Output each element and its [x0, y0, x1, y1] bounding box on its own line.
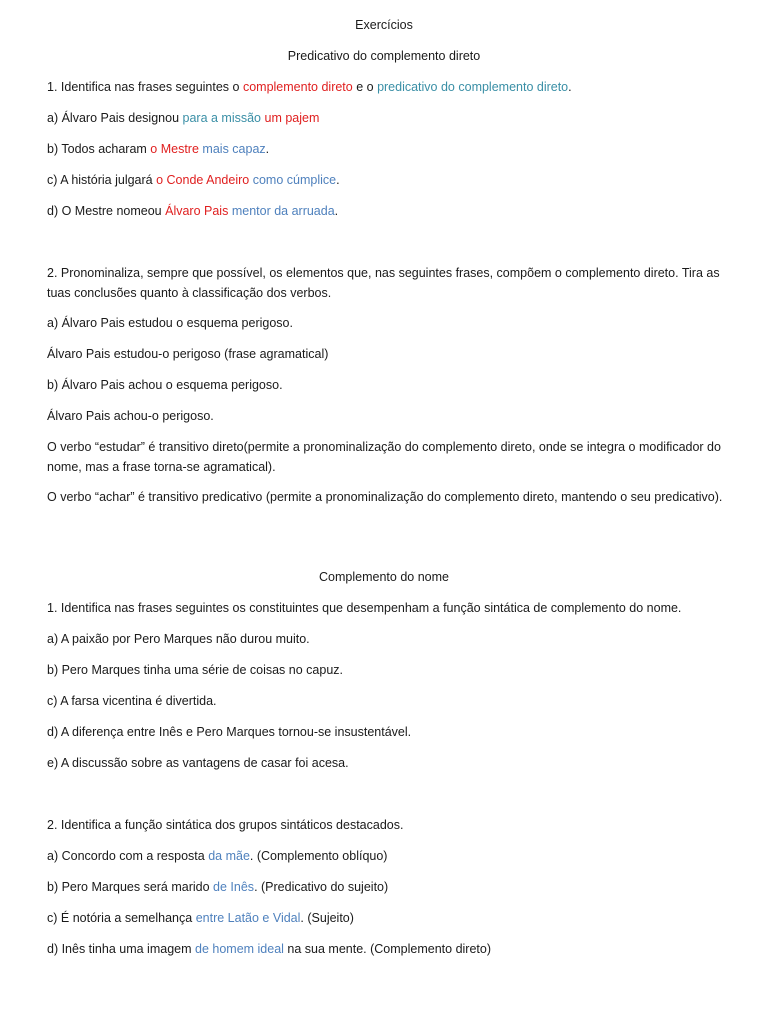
text: b) Pero Marques será marido	[47, 880, 214, 894]
text: .	[336, 173, 340, 187]
highlight-complemento-direto: complemento direto	[242, 80, 353, 94]
answer-2a: Álvaro Pais estudou-o perigoso (frase agramatical)	[47, 347, 329, 361]
highlight-complemento-direto: Álvaro Pais	[165, 204, 229, 218]
sentence-b	[47, 139, 727, 159]
conclusion-estudar: O verbo “estudar” é transitivo direto(permite a pronominalização do complemento direto, onde se integra o modificador do nome, mas a frase torna-se agramatical).	[47, 440, 721, 474]
highlight-group: de Inês	[213, 880, 255, 894]
text: . (Sujeito)	[300, 911, 354, 925]
page-header: Exercícios	[355, 18, 413, 32]
exercise-cn-1-prompt: 1. Identifica nas frases seguintes os constituintes que desempenham a função sintática de complemento do nome.	[47, 601, 682, 615]
text: na sua mente. (Complemento direto)	[283, 942, 491, 956]
sentence-a	[47, 108, 727, 128]
text: a) Concordo com a resposta	[47, 849, 209, 863]
cn-sentence-c: c) A farsa vicentina é divertida.	[47, 694, 217, 708]
text: 1. Identifica nas frases seguintes o	[47, 80, 243, 94]
cn2-sentence-d	[47, 939, 727, 959]
cn-sentence-b: b) Pero Marques tinha uma série de coisas no capuz.	[47, 663, 343, 677]
highlight-complemento-direto: um pajem	[264, 111, 320, 125]
exercise-cn-2-prompt: 2. Identifica a função sintática dos grupos sintáticos destacados.	[47, 818, 404, 832]
highlight-predicativo: como cúmplice	[252, 173, 337, 187]
highlight-group: da mãe	[208, 849, 250, 863]
exercise-1-prompt	[47, 77, 727, 97]
text: .	[265, 142, 270, 156]
conclusion-achar: O verbo “achar” é transitivo predicativo (permite a pronominalização do complemento direto, mantendo o seu predicativo).	[47, 490, 723, 504]
section-title-predicativo: Predicativo do complemento direto	[287, 49, 481, 63]
text: d) Inês tinha uma imagem	[47, 942, 195, 956]
highlight-group: de homem ideal	[195, 942, 284, 956]
text: c) É notória a semelhança	[47, 911, 196, 925]
highlight-predicativo: predicativo do complemento direto	[377, 80, 569, 94]
sentence-d	[47, 201, 727, 221]
cn-sentence-a: a) A paixão por Pero Marques não durou muito.	[47, 632, 310, 646]
highlight-group: entre Latão e Vidal	[195, 911, 301, 925]
text: a) Álvaro Pais designou	[47, 111, 183, 125]
highlight-complemento-direto: o Mestre	[150, 142, 199, 156]
sentence-2b: b) Álvaro Pais achou o esquema perigoso.	[47, 378, 283, 392]
text: . (Complemento oblíquo)	[249, 849, 388, 863]
text: b) Todos acharam	[47, 142, 151, 156]
cn2-sentence-c	[47, 908, 727, 928]
highlight-predicativo: para a missão	[182, 111, 262, 125]
exercise-2-prompt: 2. Pronominaliza, sempre que possível, os elementos que, nas seguintes frases, compõem o complemento direto. Tira as tuas conclusões quanto à classificação dos verbos.	[47, 266, 720, 300]
text: .	[568, 80, 572, 94]
text: e o	[352, 80, 378, 94]
sentence-2a: a) Álvaro Pais estudou o esquema perigoso.	[47, 316, 293, 330]
cn-sentence-e: e) A discussão sobre as vantagens de casar foi acesa.	[47, 756, 349, 770]
section-title-complemento-nome: Complemento do nome	[319, 570, 449, 584]
text: c) A história julgará	[47, 173, 157, 187]
highlight-predicativo: mais capaz	[202, 142, 266, 156]
sentence-c	[47, 170, 727, 190]
text: . (Predicativo do sujeito)	[254, 880, 389, 894]
text: .	[334, 204, 339, 218]
cn-sentence-d: d) A diferença entre Inês e Pero Marques tornou-se insustentável.	[47, 725, 412, 739]
text: d) O Mestre nomeou	[47, 204, 166, 218]
answer-2b: Álvaro Pais achou-o perigoso.	[47, 409, 214, 423]
highlight-complemento-direto: o Conde Andeiro	[156, 173, 250, 187]
cn2-sentence-a	[47, 846, 727, 866]
cn2-sentence-b	[47, 877, 727, 897]
highlight-predicativo: mentor da arruada	[231, 204, 335, 218]
